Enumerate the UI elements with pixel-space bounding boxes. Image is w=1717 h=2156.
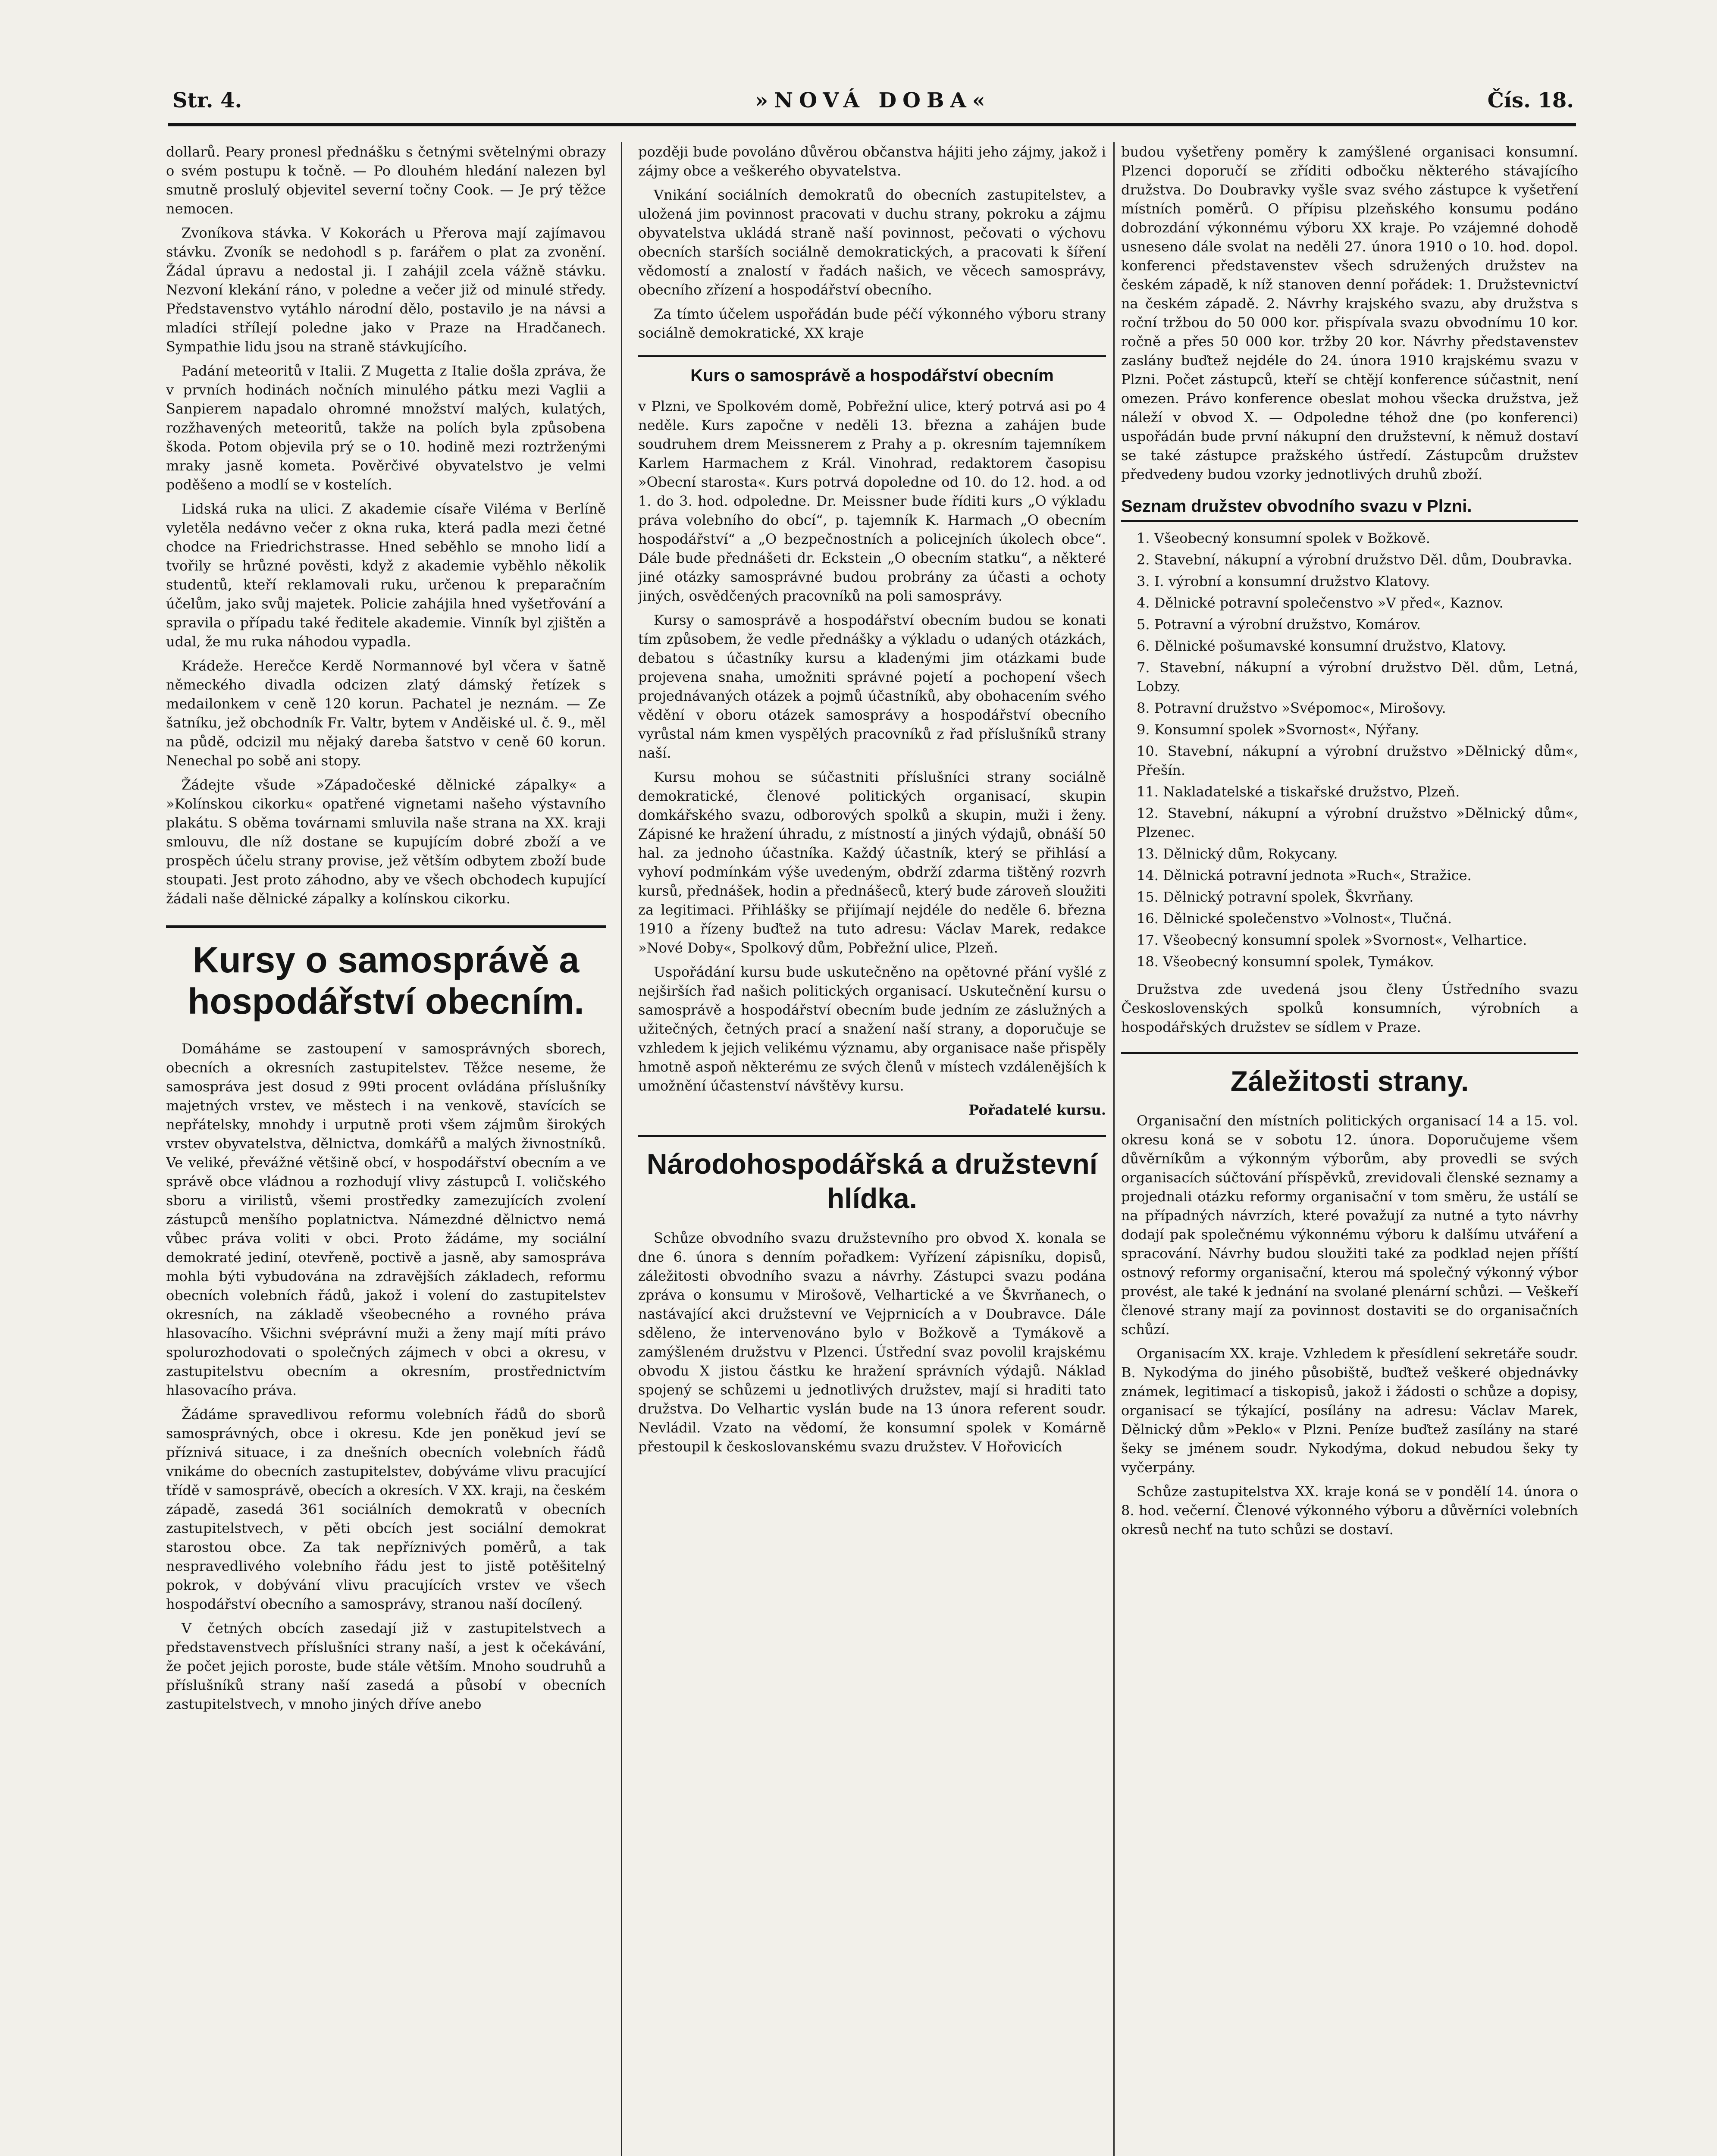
list-item: 5. Potravní a výrobní družstvo, Komárov.: [1137, 616, 1421, 633]
article-paragraph: Domáháme se zastoupení v samosprávných sborech, obecních a okresních zastupitelstev. Těžce neseme, že samospráva jest dosud z 99ti procent ovládána příslušníky majetných vrstev, ve městech i na venkově, stavících se nepřátelsky, mnohdy i urputně proti všem zájmům širokých vrstev obyvatelstva, dělnictva, domkářů a malých živnostníků. Ve veliké, převážné většině obcí, v hospodářství obecním a ve správě obce vládnou a rozhodují vlivy zástupců I. voličského sboru a virilistů, všemi prostředky zamezujících zvolení zástupců menšího poplatnictva. Námezdné dělnictvo nemá vůbec práva voliti v obci. Proto žádáme, my sociální demokraté jediní, otevřeně, poctivě a jasně, aby samospráva mohla býti vybudována na zdravějších základech, reformu obecních volebních řádů, jakož i volení do zastupitelstev okresních, na základě všeobecného a rovného práva hlasovacího. Všichni svéprávní muži a ženy mají míti právo spolurozhodovati o společných zájmech v obci a okresu, v zastupitelstvu obecním a okresním, prostřednictvím hlasovacího práva.: [166, 1040, 606, 1398]
signature: Pořadatelé kursu.: [968, 1102, 1106, 1118]
masthead-title: »NOVÁ DOBA«: [755, 88, 991, 113]
news-paragraph: Krádeže. Herečce Kerdě Normannové byl včera v šatně německého divadla odcizen zlatý dámský řetízek s medailonkem v ceně 120 korun. Pachatel je neznám. — Ze šatníku, jež obchodník Fr. Valtr, bytem v Anděiské ul. č. 9., měl na půdě, odcizil mu nějaký dareba šatstvo v ceně 60 korun. Nenechal po sobě ani stopy.: [166, 658, 606, 769]
cooperative-list: [1121, 529, 1578, 971]
section-heading: Záležitosti strany.: [1121, 1052, 1578, 1098]
list-item: 14. Dělnická potravní jednota »Ruch«, Stražice.: [1137, 867, 1472, 884]
column-3: [1121, 142, 1578, 2156]
news-paragraph: Padání meteoritů v Italii. Z Mugetta z Italie došla zpráva, že v prvních hodinách nočních minulého pátku mezi Vaglii a Sanpierem napadalo ohromné množství malých, kulatých, rozžhavených meteoritů, takže na polích byla způsobena škoda. Potom objevila prý se o 10. hodině mezi roztrženými mraky jasně kometa. Pověrčivé obyvatelstvo je velmi poděšeno a modlí se v kostelích.: [166, 363, 606, 493]
list-item: 11. Nakladatelské a tiskařské družstvo, Plzeň.: [1137, 783, 1460, 800]
section-heading: Národohospodářská a družstevní hlídka.: [638, 1135, 1106, 1216]
article-paragraph: Za tímto účelem uspořádán bude péčí výkonného výboru strany sociálně demokratické, XX kraje: [638, 306, 1106, 341]
article-paragraph: Kursy o samosprávě a hospodářství obecním budou se konati tím způsobem, že vedle přednášky a výkladu o udaných otázkách, debatou s účastníky kursu a kladenými jim otázkami bude projevena snaha, umožniti správné pojetí a pochopení všech projednávaných otázek a pojmů účastníků, aby obohacením svého vědění v oboru otázek samosprávy a hospodářství obecního vyrůstal nám kmen vyspělých pracovníků z řad příslušníků strany naší.: [638, 612, 1106, 761]
page-number: Str. 4.: [172, 88, 242, 113]
article-paragraph: Uspořádání kursu bude uskutečněno na opětovné přání vyšlé z nejširších řad našich politických organisací. Uskutečnění kursu o samosprávě a hospodářství obecním bude jedním ze záslužných a užitečných, četných prací a snažení naší strany, a doporučuje se vzhledem k jejich velikému významu, aby organisace naše přispěly hmotně aspoň některému ze svých členů v místech vzdálenějších k umožnění účastenství návštěvy kursu.: [638, 964, 1106, 1094]
list-item: 12. Stavební, nákupní a výrobní družstvo »Dělnický dům«, Plzenec.: [1137, 805, 1578, 840]
list-heading: Seznam družstev obvodního svazu v Plzni.: [1121, 495, 1578, 522]
list-item: 2. Stavební, nákupní a výrobní družstvo Děl. dům, Doubravka.: [1137, 552, 1573, 568]
list-note: Družstva zde uvedená jsou členy Ústředního svazu Československých spolků konsumních, výrobních a hospodářských družstev se sídlem v Praze.: [1121, 981, 1578, 1035]
article-heading: Kursy o samosprávě a hospodářství obecním.: [166, 925, 606, 1022]
news-paragraph: Zvoníkova stávka. V Kokorách u Přerova mají zajímavou stávku. Zvoník se nedohodl s p. farářem o plat za zvonění. Žádal úpravu a nedostal ji. I zahájil zcela vážně stávku. Nezvoní klekání ráno, v poledne a večer již od minulé středy. Představenstvo vytáhlo národní dělo, postavilo je na návsi a mladíci střílejí poledne jako v Praze na Hradčanech. Sympathie lidu jsou na straně stávkujícího.: [166, 225, 606, 355]
column-1: [166, 142, 606, 2156]
list-item: 7. Stavební, nákupní a výrobní družstvo Děl. dům, Letná, Lobzy.: [1137, 659, 1578, 695]
column-2: [638, 142, 1106, 2156]
article-paragraph: v Plzni, ve Spolkovém domě, Pobřežní ulice, který potrvá asi po 4 neděle. Kurs započne v neděli 13. března a zahájen bude soudruhem drem Meissnerem z Prahy a p. okresním tajemníkem Karlem Harmachem z Král. Vinohrad, redaktorem časopisu »Obecní starosta«. Kurs potrvá dopoledne od 10. do 12. hod. a od 1. do 3. hod. odpoledne. Dr. Meissner bude říditi kurs „O výkladu práva volebního do obcí“, p. tajemník K. Harmach „O obecním hospodářství“ a „O bezpečnostních a policejních úkolech obce“. Dále bude přednášeti dr. Eckstein „O obecním statku“, a některé jiné otázky samosprávné budou probrány za účasti a ochoty jiných, osvědčených pracovníků na poli samosprávy.: [638, 398, 1106, 604]
news-paragraph: Lidská ruka na ulici. Z akademie císaře Viléma v Berlíně vyletěla nedávno večer z okna ruka, která padla mezi četné chodce na Friedrichstrasse. Hned seběhlo se mnoho lidí a tvořily se hrůzné pověsti, když z akademie vyběhlo několik studentů, kteří reklamovali ruku, určenou k preparačním účelům, jako svůj majetek. Policie zahájila hned vyšetřování a spravila o případu také ředitele akademie. Vinník byl zjištěn a udal, že mu ruka náhodou vypadla.: [166, 501, 606, 650]
column-divider: [1113, 142, 1115, 2156]
news-paragraph: Žádejte všude »Západočeské dělnické zápalky« a »Kolínskou cikorku« opatřené vignetami našeho výstavního plakátu. S oběma továrnami smluvila naše strana na XX. kraji smlouvu, dle níž dostane se kupujícím dobré zboží a ve prospěch účelu strany provise, jež větším odbytem zboží bude stoupati. Jest proto záhodno, aby ve všech obchodech kupující žádali naše dělnické zápalky a kolínskou cikorku.: [166, 777, 606, 907]
list-item: 4. Dělnické potravní společenstvo »V před«, Kaznov.: [1137, 595, 1504, 611]
news-paragraph: dollarů. Peary pronesl přednášku s četnými světelnými obrazy o svém postupu k točně. — Po dlouhém hledání nalezen byl smutně proslulý objevitel severní točny Cook. — Je prý těžce nemocen.: [166, 144, 606, 217]
article-paragraph: Žádáme spravedlivou reformu volebních řádů do sborů samosprávných, obce i okresu. Kde jen poněkud jeví se příznivá situace, i za dnešních obecních volebních řádů vnikáme do obecních zastupitelstev, dobýváme vlivu pracující třídě v samosprávě, obecích a okresích. V XX. kraji, na českém západě, zasedá 361 sociálních demokratů v obecních zastupitelstvech, v pěti obcích jest sociální demokrat starostou obce. Za tak nepříznivých poměrů, a tak nespravedlivého volebního řádu jest to jistě potěšitelný pokrok, v dobývání vlivu pracujících vrstev ve všech hospodářství obecního a samosprávy, stranou naší docílený.: [166, 1406, 606, 1612]
issue-number: Čís. 18.: [1487, 88, 1574, 113]
article-paragraph: Organisacím XX. kraje. Vzhledem k přesídlení sekretáře soudr. B. Nykodýma do jiného působiště, buďtež veškeré objednávky známek, legitimací a tiskopisů, jakož i žádosti o schůze a dopisy, organisací se týkající, posílány na adresu: Václav Marek, Dělnický dům »Peklo« v Plzni. Peníze buďtež zasílány na staré šeky se jménem soudr. Nykodýma, dokud nebudou šeky ty vyčerpány.: [1121, 1345, 1578, 1476]
article-paragraph: Organisační den místních politických organisací 14 a 15. vol. okresu koná se v sobotu 12. února. Doporučujeme všem důvěrníkům a výkonným výborům, aby provedli se svých organisacích súčtování příspěvků, zrevidovali členské seznamy a projednali otázku reformy organisační v tom směru, že ustálí se na případných návrzích, které považují za nutné a tyto návrhy dodají pak společnému výkonnému výboru k dalšímu utváření a spracování. Návrhy budou sloužiti také za podklad nejen příští ostnový reformy organisační, kterou má společný výkonný výbor provést, ale také k jednání na svolané plenární schůzi. — Veškeří členové strany mají za povinnost dostaviti se do organisačních schůzí.: [1121, 1112, 1578, 1338]
list-item: 3. I. výrobní a konsumní družstvo Klatovy.: [1137, 573, 1430, 589]
list-item: 1. Všeobecný konsumní spolek v Božkově.: [1137, 530, 1430, 546]
course-heading: Kurs o samosprávě a hospodářství obecním: [638, 355, 1106, 386]
list-item: 16. Dělnické společenstvo »Volnost«, Tlučná.: [1137, 910, 1452, 927]
article-paragraph: Kursu mohou se súčastniti příslušníci strany sociálně demokratické, členové politických organisací, skupin domkářského svazu, odborových spolků a skupin, muži i ženy. Zápisné ke hražení úhradu, z místností a jiných výdajů, obnáší 50 hal. za jednoho účastníka. Každý účastník, který se přihlásí a vyhoví podmínkám výše uvedeným, obdrží zdarma tištěný rozvrh kursů, přednášek, hodin a přednášeců, který bude zároveň sloužiti za legitimaci. Přihlášky se přijímají nejdéle do neděle 6. března 1910 a řízeny buďtež na tuto adresu: Václav Marek, redakce »Nové Doby«, Spolkový dům, Pobřežní ulice, Plzeň.: [638, 769, 1106, 956]
list-item: 18. Všeobecný konsumní spolek, Tymákov.: [1137, 953, 1434, 970]
list-item: 15. Dělnický potravní spolek, Škvrňany.: [1137, 889, 1414, 905]
page-header: [172, 84, 1574, 119]
article-paragraph: Schůze zastupitelstva XX. kraje koná se v pondělí 14. února o 8. hod. večerní. Členové výkonného výboru a důvěrníci volebních okresů nechť na tuto schůzi se dostaví.: [1121, 1483, 1578, 1538]
list-item: 9. Konsumní spolek »Svornost«, Nýřany.: [1137, 721, 1419, 738]
list-item: 13. Dělnický dům, Rokycany.: [1137, 846, 1338, 862]
list-item: 6. Dělnické pošumavské konsumní družstvo, Klatovy.: [1137, 638, 1507, 654]
list-item: 8. Potravní družstvo »Svépomoc«, Mirošovy.: [1137, 700, 1446, 716]
article-paragraph: později bude povoláno důvěrou občanstva hájiti jeho zájmy, jakož i zájmy obce a veškerého obyvatelstva.: [638, 144, 1106, 179]
article-paragraph: Vnikání sociálních demokratů do obecních zastupitelstev, a uložená jim povinnost pracovati v duchu strany, pokroku a zájmu obyvatelstva ukládá straně naší povinnost, pečovati o výchovu obecních starších sociálně demokratických, a pracovati k šíření vědomostí a znalostí v řadách našich, ve věcech samosprávy, obecního zřízení a hospodářství obecního.: [638, 187, 1106, 298]
article-paragraph: budou vyšetřeny poměry k zamýšlené organisaci konsumní. Plzenci doporučí se zříditi odbočku některého stávajícího družstva. Do Doubravky vyšle svaz svého zástupce k vyšetření místních poměrů. O přípisu plzeňského konsumu podáno dobrozdání výkonnému výboru XX kraje. Po vzájemné dohodě usneseno dále svolat na neděli 27. února 1910 o 10. hod. dopol. konferenci představenstev všech sdružených družstev na českém západě, k níž stanoven denní pořádek: 1. Družstevnictví na českém západě. 2. Návrhy krajského svazu, aby družstva s roční tržbou do 50 000 kor. přispívala svazu obvodnímu 10 kor. ročně a přes 50 000 kor. tržby 20 kor. Návrhy představenstev zaslány buďtež nejdéle do 24. února 1910 krajskému svazu v Plzni. Počet zástupců, kteří se chtějí konference súčastnit, není omezen. Právo konference obeslat mohou všecka družstva, jež náleží v obvod X. — Odpoledne téhož dne (po konferenci) uspořádán bude první nákupní den družstevní, k němuž dostaví se také zástupce pražského ústředí. Zástupcům družstev předvedeny budou vzorky jednotlivých druhů zboží.: [1121, 144, 1578, 483]
article-paragraph: Schůze obvodního svazu družstevního pro obvod X. konala se dne 6. února s denním pořadkem: Vyřízení zápisníku, dopisů, záležitosti obvodního svazu a návrhy. Zástupci svazu podána zpráva o konsumu v Mirošově, Velhartické a ve Škvrňanech, o nastávající akci družstevní ve Vejprnicích a v Doubravce. Dále sděleno, že intervenováno bylo v Božkově a Tymákově a zamýšleném družstvu v Plzenci. Ústřední svaz povolil krajskému obvodu X jistou částku ke hražení správních výdajů. Náklad spojený se schůzemi u jednotlivých družstev, mají si hraditi tato družstva. Do Velhartic vyslán bude na 13 února referent soudr. Nevládil. Vzato na vědomí, že konsumní spolek v Komárně přestoupil k českoslovanskému svazu družstev. V Hořovicích: [638, 1230, 1106, 1455]
list-item: 10. Stavební, nákupní a výrobní družstvo »Dělnický dům«, Přešín.: [1137, 743, 1578, 778]
article-paragraph: V četných obcích zasedají již v zastupitelstvech a představenstvech příslušníci strany naší, a jest k očekávání, že počet jejich poroste, bude stále větším. Mnoho soudruhů a příslušníků strany naší zasedá a působí v obecních zastupitelstvech, v mnoho jiných dříve anebo: [166, 1620, 606, 1712]
column-divider: [621, 142, 622, 2156]
list-item: 17. Všeobecný konsumní spolek »Svornost«, Velhartice.: [1137, 932, 1527, 948]
header-rule: [168, 123, 1576, 126]
